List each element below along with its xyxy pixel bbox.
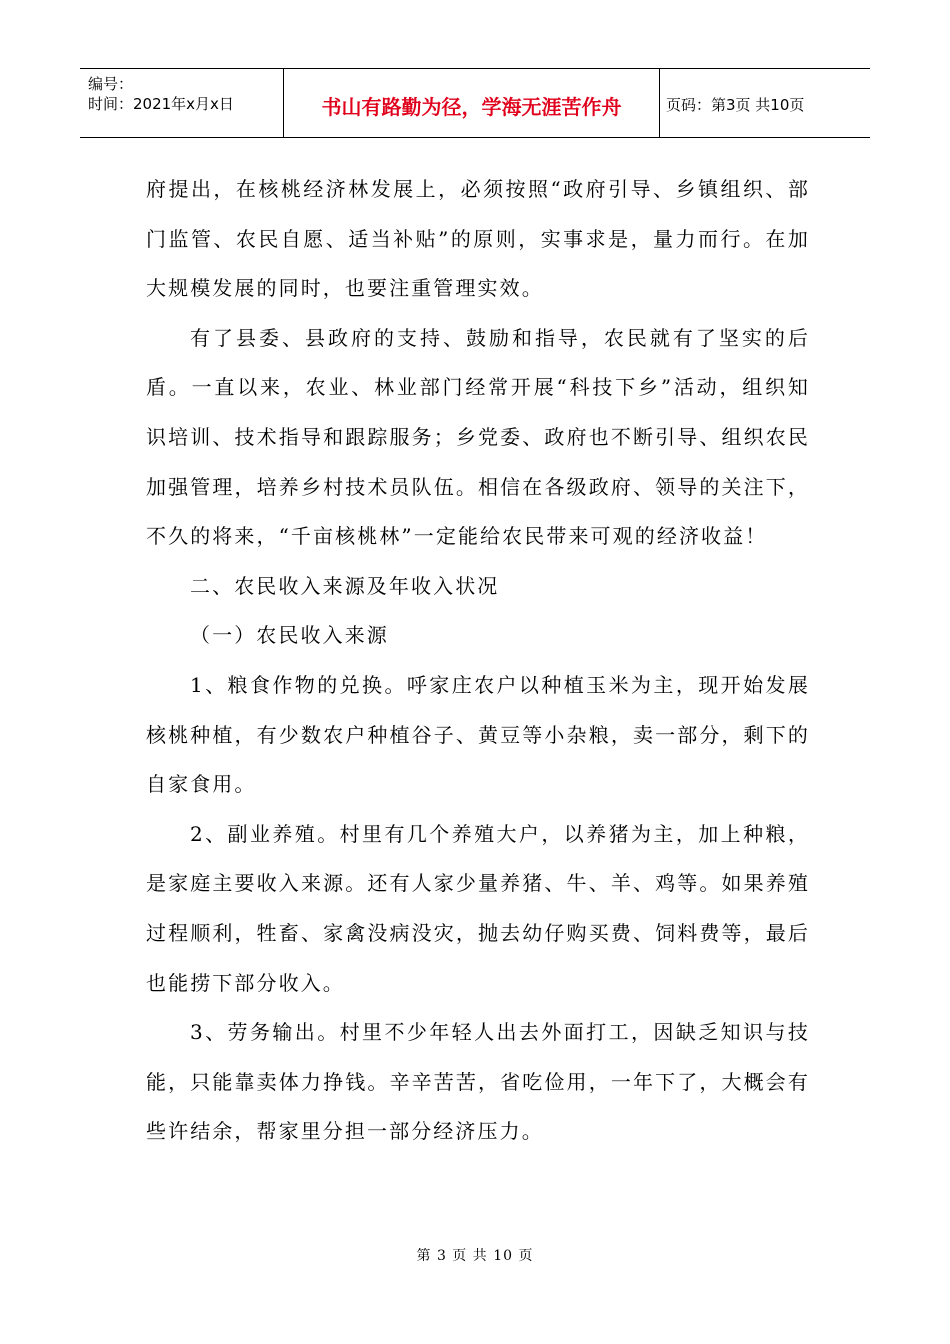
header-page-cell	[660, 69, 870, 137]
page-header	[80, 68, 870, 138]
header-meta-cell	[80, 69, 284, 137]
paragraph-item-1: 1、粮食作物的兑换。呼家庄农户以种植玉米为主，现开始发展核桃种植，有少数农户种植谷子、黄豆等小杂粮，卖一部分，剩下的自家食用。	[146, 672, 810, 797]
header-page-info: 页码：第3页 共10页	[666, 96, 805, 114]
section-heading: 二、农民收入来源及年收入状况	[190, 573, 500, 598]
document-body	[146, 165, 810, 1157]
paragraph-continuation: 府提出，在核桃经济林发展上，必须按照“政府引导、乡镇组织、部门监管、农民自愿、适当补贴”的原则，实事求是，量力而行。在加大规模发展的同时，也要注重管理实效。	[146, 177, 810, 301]
header-motto-cell	[284, 69, 660, 137]
subsection-heading: （一）农民收入来源	[190, 623, 389, 648]
number-label: 编号：	[88, 75, 134, 93]
header-motto: 书山有路勤为径，学海无涯苦作舟	[321, 95, 622, 119]
paragraph-item-2: 2、副业养殖。村里有几个养殖大户，以养猪为主，加上种粮，是家庭主要收入来源。还有人家少量养猪、牛、羊、鸡等。如果养殖过程顺利，牲畜、家禽没病没灾，抛去幼仔购买费、饲料费等，最后也能捞下部分收入。	[146, 821, 810, 995]
date-label: 时间：2021年x月x日	[88, 95, 234, 113]
paragraph-item-3: 3、劳务输出。村里不少年轻人出去外面打工，因缺乏知识与技能，只能靠卖体力挣钱。辛辛苦苦，省吃俭用，一年下了，大概会有些许结余，帮家里分担一部分经济压力。	[146, 1020, 810, 1144]
page-footer: 第 3 页 共 10 页	[416, 1248, 534, 1264]
paragraph-support: 有了县委、县政府的支持、鼓励和指导，农民就有了坚实的后盾。一直以来，农业、林业部门经常开展“科技下乡”活动，组织知识培训、技术指导和跟踪服务；乡党委、政府也不断引导、组织农民加强管理，培养乡村技术员队伍。相信在各级政府、领导的关注下，不久的将来，“千亩核桃林”一定能给农民带来可观的经济收益！	[146, 325, 810, 549]
